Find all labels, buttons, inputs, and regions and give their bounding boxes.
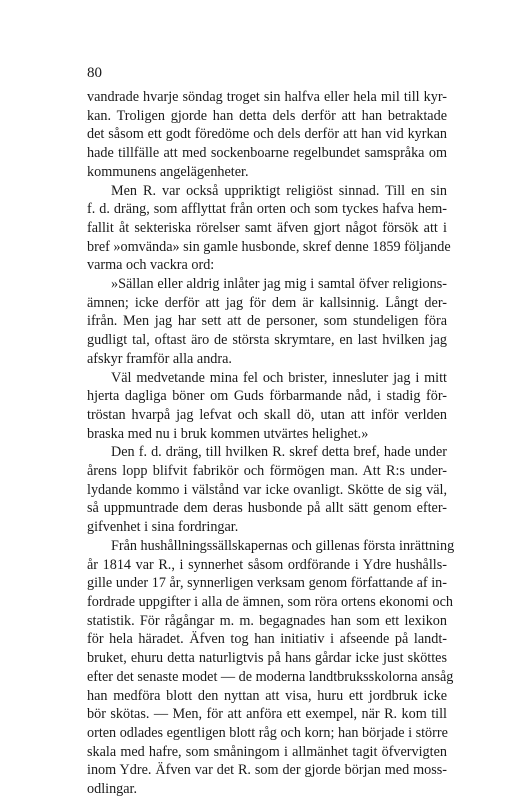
text-line: år 1814 var R., i synnerhet såsom ordförande i Ydre hushålls- [87, 556, 447, 573]
text-line: tröstan hvarpå jag lefvat och skall dö, utan att inför verlden [87, 406, 447, 423]
text-line: gudligt tal, oftast äro de största skrymtare, en last hvilken jag [87, 332, 447, 349]
text-line: kommunens angelägenheter. [87, 163, 249, 180]
text-line: orten odlades egentligen blott råg och korn; han började i större [87, 724, 448, 741]
body-text [87, 88, 455, 799]
text-line: lydande kommo i välstånd var icke ovanligt. Skötte de sig väl, [87, 481, 447, 498]
text-line: odlingar. [87, 781, 138, 798]
text-line: vandrade hvarje söndag troget sin halfva eller hela mil till kyr- [87, 89, 447, 105]
text-line: bör skötas. — Men, för att anföra ett exempel, när R. kom till [87, 706, 447, 723]
text-line: gifvenhet i sina fordringar. [87, 519, 239, 536]
text-line: fordrade uppgifter i alla de ämnen, som röra ortens ekonomi och [87, 593, 453, 610]
text-line: skala med hafre, som småningom i allmänhet tagit öfvervigten [87, 743, 447, 760]
text-line: »Sällan eller aldrig inlåter jag mig i samtal öfver religions- [111, 276, 447, 293]
text-line: så uppmuntrade dem deras husbonde på allt sätt genom efter- [87, 500, 447, 517]
page-number: 80 [87, 65, 102, 81]
text-line: bref »omvända» sin gamle husbonde, skref denne 1859 följande [87, 238, 451, 255]
text-line: hade tillfälle att med sockenboarne regelbundet samspråka om [87, 145, 447, 162]
text-line: statistik. För rågångar m. m. begagnades han som ett lexikon [87, 612, 447, 629]
text-line: för hela häradet. Äfven tog han initiativ i afseende på landt- [87, 631, 447, 648]
text-line: gille under 17 år, synnerligen verksam genom författande af in- [87, 575, 447, 592]
text-line: hjerta dagliga böner om Guds förbarmande nåd, i stadig för- [87, 388, 447, 405]
text-line: afskyr framför alla andra. [87, 350, 232, 367]
text-line: ämnen; icke derför att jag för dem är kallsinnig. Långt der- [87, 294, 447, 311]
text-line: inom Ydre. Äfven var det R. som der gjorde början med moss- [87, 762, 447, 779]
text-line: kan. Troligen gjorde han detta dels derför att han betraktade [87, 107, 447, 124]
text-line: varma och vackra ord: [87, 257, 215, 274]
text-line: Men R. var också uppriktigt religiöst sinnad. Till en sin [111, 182, 447, 199]
text-line: årens lopp blifvit fabrikör och förmögen man. Att R:s under- [87, 463, 447, 480]
text-line: ifrån. Men jag har sett att de personer, som stundeligen föra [87, 313, 447, 330]
text-line: han medföra blott den nyttan att visa, huru ett jordbruk icke [87, 687, 447, 704]
text-line: f. d. dräng, som afflyttat från orten och som tyckes hafva hem- [87, 201, 447, 218]
text-line: bruket, ehuru detta naturligtvis på hans gårdar icke just sköttes [87, 650, 447, 667]
text-line: fallit åt sekteriska rörelser samt äfven gjort något försök att i [87, 219, 447, 236]
text-line: braska med nu i bruk kommen utvärtes helighet.» [87, 425, 369, 442]
text-line: Den f. d. dräng, till hvilken R. skref detta bref, hade under [111, 444, 447, 461]
text-line: Väl medvetande mina fel och brister, innesluter jag i mitt [111, 369, 447, 386]
text-line: det såsom ett godt föredöme och dels derför att han vid kyrkan [87, 126, 447, 143]
text-line: efter det senaste modet — de moderna landtbruksskolorna ansåg [87, 668, 454, 685]
text-line: Från hushållningssällskapernas och gillenas första inrättning [111, 537, 455, 554]
